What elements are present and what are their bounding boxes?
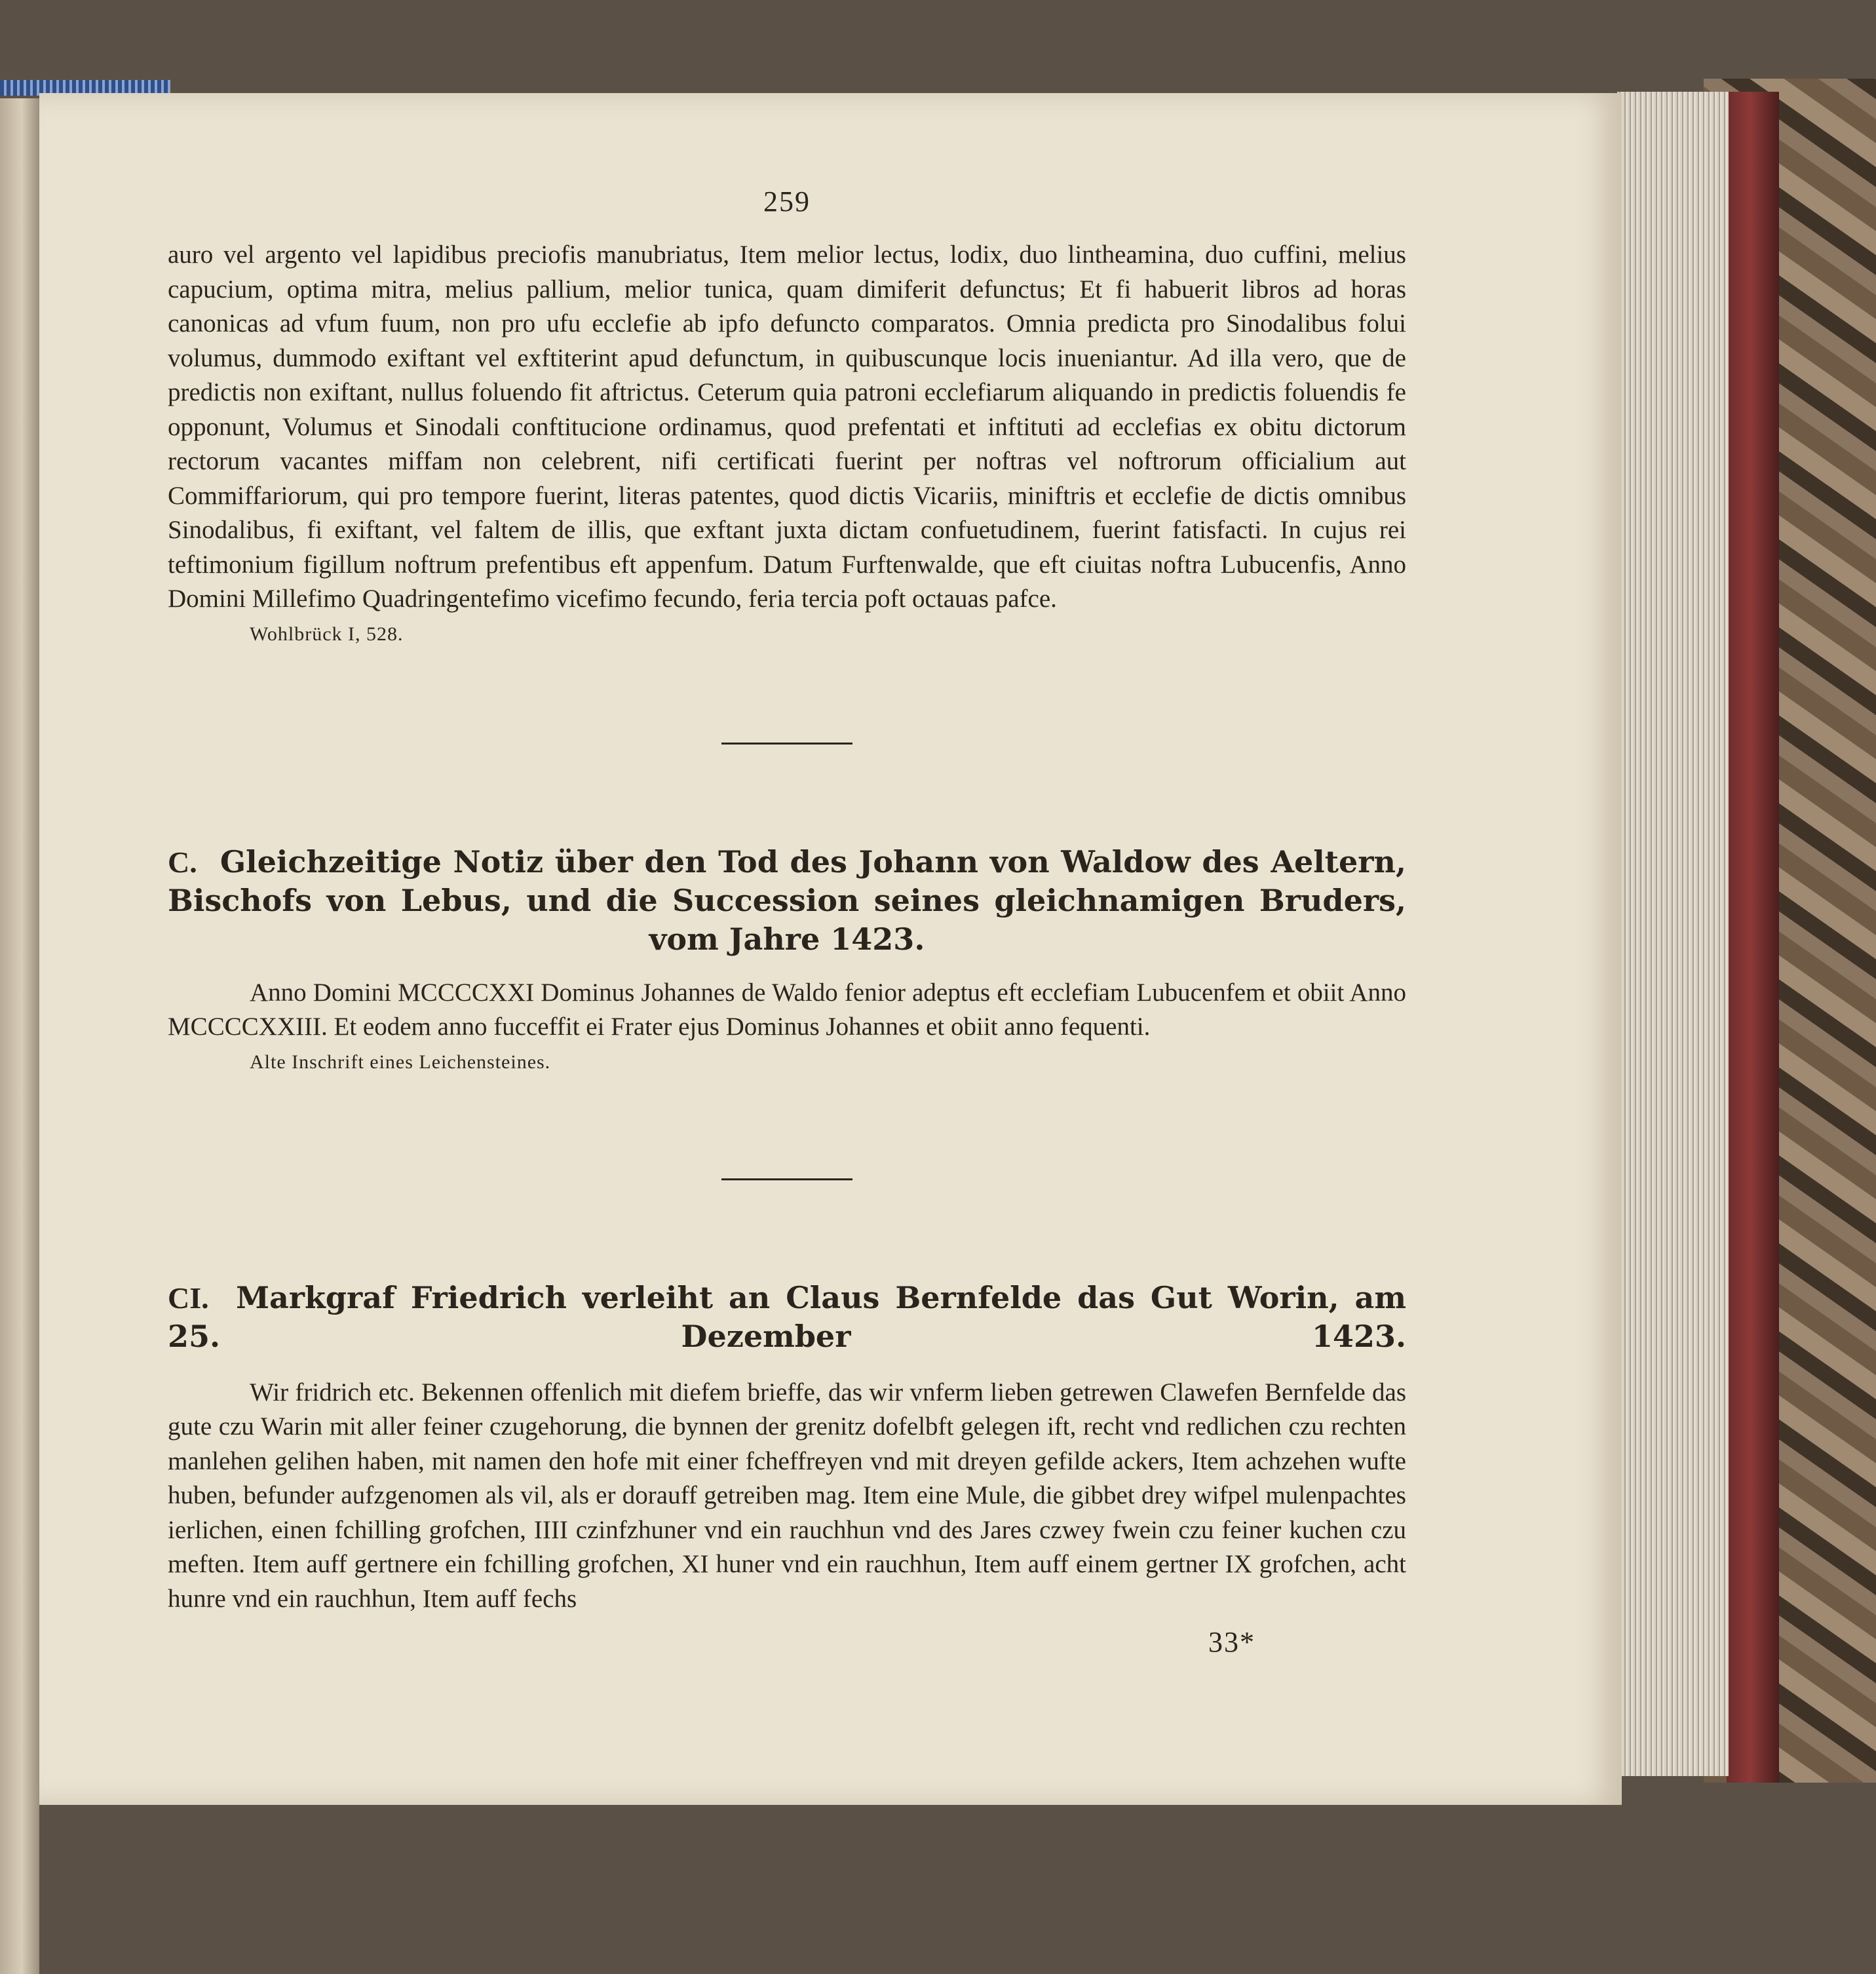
section-divider xyxy=(721,1178,852,1180)
cover-edge xyxy=(1727,92,1779,1783)
continuation-text: auro vel argento vel lapidibus preciofis manubriatus, Item melior lectus, lodix, duo lintheamina, duo cuffini, melius capucium, optima mitra, melius pallium, melior tunica, quam dimiferit defunctus; Et fi habuerit libros ad horas canonicas ad vfum fuum, non pro ufu ecclefie ab ipfo defuncto comparatos. Omnia predicta pro Sinodalibus folui volumus, dummodo exiftant vel exftiterint apud defunctum, in quibuscunque locis inueniantur. Ad illa vero, que de predictis non exiftant, nullus foluendo fit aftrictus. Ceterum quia patroni ecclefiarum aliquando in predictis foluendis fe opponunt, Volumus et Sinodali conftitucione ordinamus, quod prefentati et inftituti ad ecclefias ex obitu dictorum rectorum vacantes miffam non celebrent, nifi certificati fuerint per noftras vel noftrorum officialium aut Commiffariorum, qui pro tempore fuerint, literas patentes, quod dictis Vicariis, miniftris et ecclefie de dictis omnibus Sinodalibus, fi exiftant, vel faltem de illis, que exftant juxta dictam confuetudinem, fuerint fatisfacti. In cujus rei teftimonium figillum noftrum prefentibus eft appenfum. Datum Furftenwalde, que eft ciuitas noftra Lubucenfis, Anno Domini Millefimo Quadringentefimo vicefimo fecundo, feria tercia poft octauas pafce. xyxy=(168,241,1406,613)
page-stack-edge xyxy=(1617,92,1729,1776)
document-ci-text: Wir fridrich etc. Bekennen offenlich mit diefem brieffe, das wir vnferm lieben getrewen Clawefen Bernfelde das gute czu Warin mit aller feiner czugehorung, die bynnen der grenitz dofelbft gelegen ift, recht vnd redlichen czu rechten manlehen gelihen haben, mit namen den hofe mit einer fcheffreyen vnd mit dreyen gefilde ackers, Item achzehen wufte huben, befunder aufzgenomen als vil, als er dorauff getreiben mag. Item eine Mule, die gibbet drey wifpel mulenpachtes ierlichen, einen fchilling grofchen, IIII czinfzhuner vnd ein rauchhun vnd des Jares czwey fwein czu feiner kuchen czu meften. Item auff gertnere ein fchilling grofchen, XI huner vnd ein rauchhun, Item auff einem gertner IX grofchen, acht hunre vnd ein rauchhun, Item auff fechs xyxy=(168,1378,1406,1613)
document-c-title: Gleichzeitige Notiz über den Tod des Johann von Waldow des Aeltern, Bischofs von Lebus, und die Succession seines gleichnamigen Bruders, vom Jahre 1423. xyxy=(168,843,1406,957)
document-c-text: Anno Domini MCCCCXXI Dominus Johannes de Waldo fenior adeptus eft ecclefiam Lubucenfem et obiit Anno MCCCCXXIII. Et eodem anno fucceffit ei Frater ejus Dominus Johannes et obiit anno fequenti. xyxy=(168,978,1406,1041)
document-ci-heading xyxy=(168,1279,1406,1356)
section-divider xyxy=(721,743,852,745)
document-c-number: C. xyxy=(168,845,197,879)
book-page xyxy=(39,93,1622,1805)
continuation-source: Wohlbrück I, 528. xyxy=(250,623,404,645)
page-text-block xyxy=(168,185,1406,1659)
facing-page-edge xyxy=(0,98,39,1974)
sheet-signature-mark: 33* xyxy=(1208,1626,1255,1658)
document-ci-number: CI. xyxy=(168,1281,209,1315)
page-number: 259 xyxy=(763,185,811,218)
document-c-heading xyxy=(168,843,1406,959)
document-c-source: Alte Inschrift eines Leichensteines. xyxy=(250,1051,551,1073)
document-ci-title: Markgraf Friedrich verleiht an Claus Bernfelde das Gut Worin, am 25. Dezember 1423. xyxy=(168,1279,1407,1354)
